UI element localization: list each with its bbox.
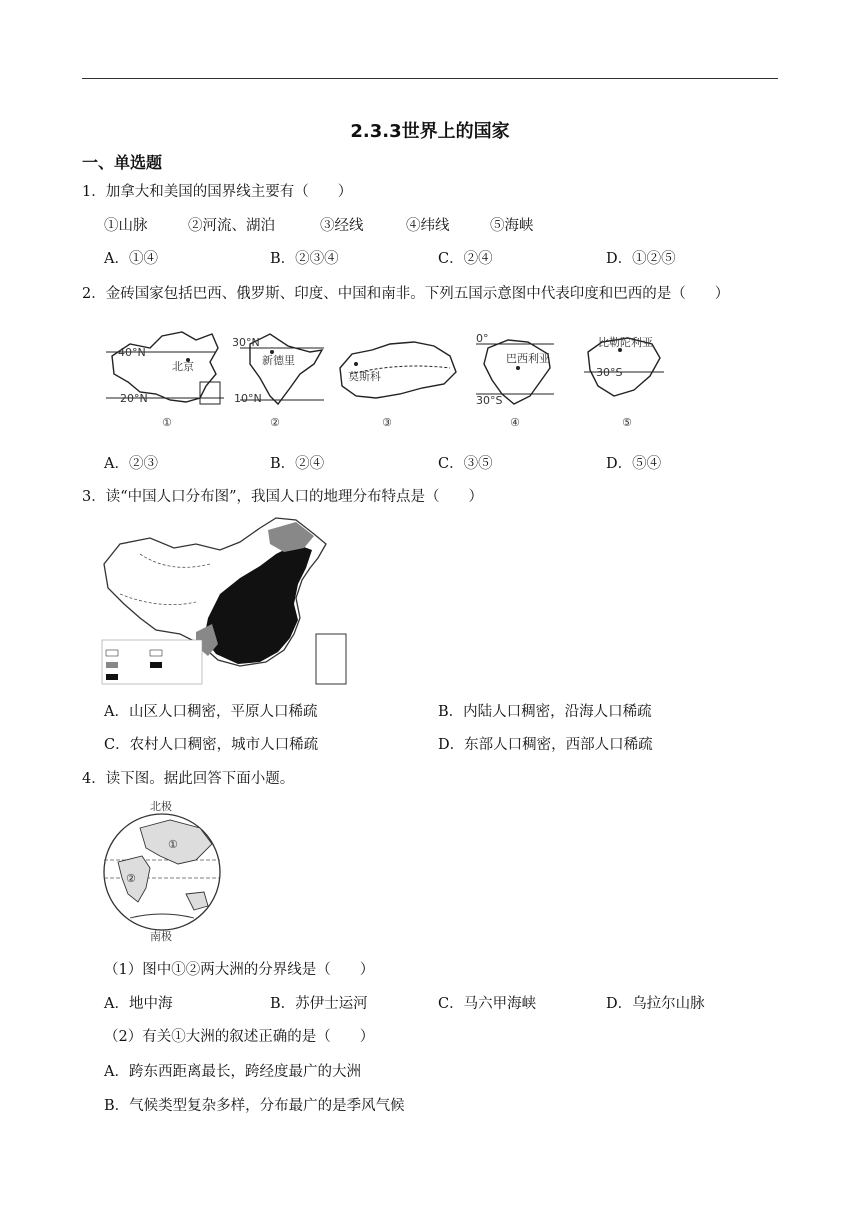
map4-number: ④ (510, 416, 520, 429)
map2-city: 新德里 (262, 354, 295, 367)
map5-number: ⑤ (622, 416, 632, 429)
question-4-stem: 4．读下图。据此回答下面小题。 (82, 771, 295, 787)
map1-lat-top: 40°N (118, 346, 146, 359)
q4-sub1-option-b[interactable]: B．苏伊士运河 (270, 996, 368, 1012)
q4-sub2-option-a[interactable]: A．跨东西距离最长，跨经度最广的大洲 (104, 1064, 361, 1080)
map-south-africa (584, 335, 664, 429)
map1-number: ① (162, 416, 172, 429)
map-india (232, 334, 324, 429)
section-heading: 一、单选题 (82, 153, 163, 172)
map1-city: 北京 (172, 360, 194, 373)
q3-option-b[interactable]: B．内陆人口稠密，沿海人口稀疏 (438, 704, 652, 720)
q1-item-1: ①山脉 (104, 218, 148, 234)
globe-mark-2: ② (126, 872, 136, 885)
five-country-maps-figure (100, 322, 680, 434)
map5-city: 比勒陀利亚 (598, 336, 653, 349)
q1-option-d[interactable]: D．①②⑤ (606, 251, 676, 267)
map5-lat: 30°S (596, 366, 623, 379)
globe-mark-1: ① (168, 838, 178, 851)
q4-sub1-option-a[interactable]: A．地中海 (104, 996, 173, 1012)
map3-city: 莫斯科 (348, 370, 381, 383)
map3-number: ③ (382, 416, 392, 429)
q1-item-4: ④纬线 (406, 218, 450, 234)
q1-item-5: ⑤海峡 (490, 218, 534, 234)
map2-number: ② (270, 416, 280, 429)
map4-city: 巴西利亚 (506, 352, 550, 365)
q3-option-a[interactable]: A．山区人口稠密，平原人口稀疏 (104, 704, 318, 720)
q1-item-2: ②河流、湖泊 (188, 218, 275, 234)
map1-lat-bottom: 20°N (120, 392, 148, 405)
q4-sub1-option-d[interactable]: D．乌拉尔山脉 (606, 996, 705, 1012)
q4-sub2-option-b[interactable]: B．气候类型复杂多样，分布最广的是季风气候 (104, 1098, 405, 1114)
q2-option-b[interactable]: B．②④ (270, 456, 325, 472)
globe-south-label: 南极 (150, 930, 172, 942)
q1-item-3: ③经线 (320, 218, 364, 234)
globe-figure (100, 798, 224, 942)
q2-option-a[interactable]: A．②③ (104, 456, 158, 472)
page-title: 2.3.3世界上的国家 (350, 121, 510, 142)
map4-lat-bottom: 30°S (476, 394, 503, 407)
q3-option-d[interactable]: D．东部人口稠密，西部人口稀疏 (438, 737, 653, 753)
globe-north-label: 北极 (150, 800, 172, 813)
q4-sub2-stem: （2）有关①大洲的叙述正确的是（ ） (104, 1029, 375, 1045)
china-population-map (100, 514, 350, 688)
q1-option-b[interactable]: B．②③④ (270, 251, 339, 267)
map4-lat-top: 0° (476, 332, 489, 345)
map-china (106, 332, 224, 429)
header-rule (82, 78, 778, 79)
map2-lat-top: 30°N (232, 336, 260, 349)
map2-lat-bottom: 10°N (234, 392, 262, 405)
question-1-stem: 1．加拿大和美国的国界线主要有（ ） (82, 184, 353, 200)
q4-sub1-option-c[interactable]: C．马六甲海峡 (438, 996, 537, 1012)
q1-option-c[interactable]: C．②④ (438, 251, 493, 267)
map-brazil (476, 332, 554, 429)
q2-option-c[interactable]: C．③⑤ (438, 456, 493, 472)
q2-option-d[interactable]: D．⑤④ (606, 456, 662, 472)
map-russia (340, 342, 456, 429)
q4-sub1-stem: （1）图中①②两大洲的分界线是（ ） (104, 962, 375, 978)
question-3-stem: 3．读“中国人口分布图”，我国人口的地理分布特点是（ ） (82, 489, 484, 505)
q3-option-c[interactable]: C．农村人口稠密，城市人口稀疏 (104, 737, 319, 753)
q1-option-a[interactable]: A．①④ (104, 251, 158, 267)
question-2-stem: 2．金砖国家包括巴西、俄罗斯、印度、中国和南非。下列五国示意图中代表印度和巴西的是（ ） (82, 286, 730, 302)
